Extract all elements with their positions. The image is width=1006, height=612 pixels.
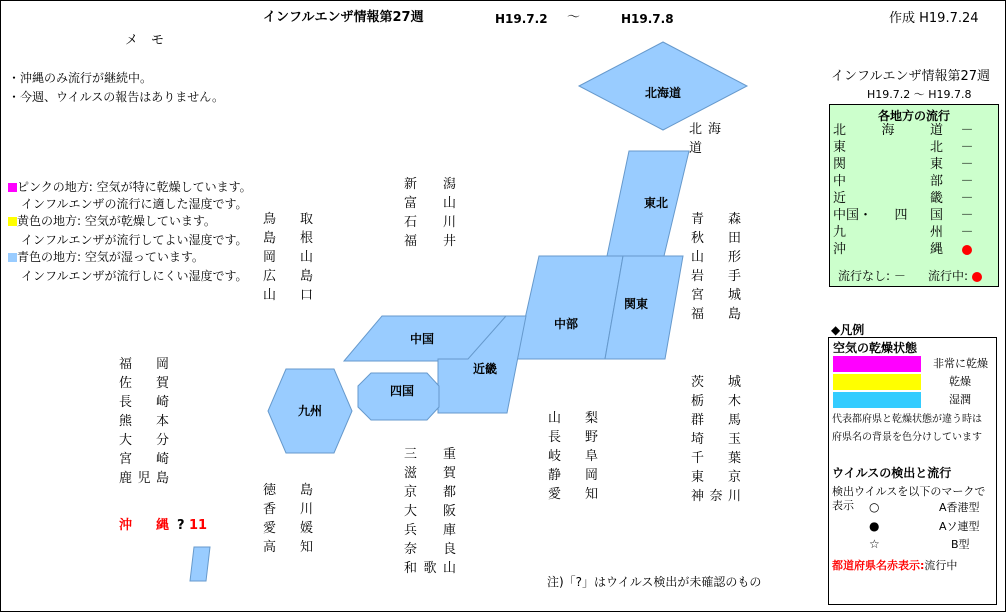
pref-name [548, 466, 598, 485]
legend-note: 代表都府県と乾燥状態が違う時は [832, 414, 982, 425]
mark-label: A香港型 [939, 501, 980, 514]
pref-name [404, 232, 456, 251]
pref-name-char: 阪 [442, 504, 456, 519]
pref-name-char: 重 [442, 447, 456, 462]
region-name-part: 関 [833, 157, 847, 172]
pref-name [691, 430, 741, 449]
pref-list-hokkaido [689, 120, 741, 158]
legend-active [928, 267, 982, 284]
pref-name-char: 東 [691, 470, 705, 485]
pref-name [404, 464, 456, 483]
region-status-row [833, 140, 993, 156]
pref-name [691, 267, 741, 286]
region-chubu [516, 256, 623, 359]
map-label-kinki: 近畿 [472, 362, 498, 376]
pref-name-char: 石 [404, 215, 418, 230]
pref-name-char: 茨 [691, 375, 705, 390]
pref-name [119, 374, 169, 393]
pref-name-char: 城 [727, 288, 741, 303]
pref-list-kanto [691, 373, 741, 506]
pref-name-char: 玉 [727, 432, 741, 447]
pref-name-char: 奈 [709, 489, 723, 504]
region-name [833, 140, 943, 156]
swatch-humid [833, 392, 921, 408]
pref-name [119, 355, 169, 374]
pref-name [404, 445, 456, 464]
pref-name-char: 宮 [691, 288, 705, 303]
region-name-part: 北 [833, 123, 847, 138]
pref-name-char: 青 [691, 212, 705, 227]
pref-name-char: 野 [584, 430, 598, 445]
okinawa-count: 11 [189, 518, 208, 533]
pref-name [404, 175, 456, 194]
report-title: インフルエンザ情報第27週 [263, 10, 424, 25]
pref-name [263, 267, 313, 286]
region-status-title: 各地方の流行 [877, 109, 950, 123]
swatch-dry [833, 374, 921, 390]
region-status: － [960, 157, 974, 172]
pref-name [404, 521, 456, 540]
region-status-row [833, 157, 993, 173]
legend-title: ◆凡例 [831, 323, 865, 337]
region-name-part: 海 [881, 123, 895, 138]
date-tilde: ～ [567, 10, 581, 25]
pref-name-char: 根 [299, 231, 313, 246]
pref-name [404, 559, 456, 578]
humidity-note-line: ピンクの地方: 空気が特に乾燥しています。 [17, 180, 252, 194]
pref-name [119, 412, 169, 431]
pref-name-char: 崎 [155, 395, 169, 410]
pref-name-char: 宮 [119, 452, 133, 467]
pref-name-char: 秋 [691, 231, 705, 246]
pref-name-char: 川 [727, 489, 741, 504]
humidity-note-line: 黄色の地方: 空気が乾燥しています。 [17, 214, 216, 228]
region-name-part: 中 [833, 174, 847, 189]
region-name-part: 中国・ [833, 208, 873, 223]
region-name-part: 州 [929, 225, 943, 240]
virus-legend-sub: 検出ウイルスを以下のマークで表示 [832, 485, 986, 512]
pref-name-char: 島 [727, 307, 741, 322]
pref-name-char: 高 [263, 540, 277, 555]
memo-title: メ モ [125, 33, 165, 48]
map-label-kyushu: 九州 [297, 404, 323, 418]
region-status-row [833, 208, 993, 224]
region-status: － [960, 174, 974, 189]
pref-name-char: 山 [691, 250, 705, 265]
region-okinawa [190, 547, 210, 581]
swatch-label: 乾燥 [949, 375, 971, 388]
pref-name-char: 岡 [263, 250, 277, 265]
pref-name-char: 都 [442, 485, 456, 500]
pref-name [119, 469, 169, 488]
pref-name-char: 崎 [155, 452, 169, 467]
pref-name-char: 沖 [119, 518, 133, 533]
region-name [833, 242, 943, 258]
pref-name [263, 538, 313, 557]
pref-name-char: 島 [299, 483, 313, 498]
mark-label: B型 [951, 538, 970, 551]
pref-name-char: 田 [727, 231, 741, 246]
legend-none: 流行なし: － [838, 269, 906, 283]
region-status: － [960, 225, 974, 240]
region-status-row [833, 242, 993, 258]
humidity-note-line: インフルエンザの流行に適した湿度です。 [21, 197, 248, 211]
pref-name-char: 京 [404, 485, 418, 500]
pref-name-char: 奈 [404, 542, 418, 557]
legend-active-label: 流行中: [928, 269, 969, 283]
pref-name [404, 483, 456, 502]
region-name [833, 191, 943, 207]
region-status-row [833, 174, 993, 190]
pref-name-char: 形 [727, 250, 741, 265]
pref-list-tohoku [691, 210, 741, 324]
pref-list-kyushu [119, 355, 169, 488]
created-date: 作成 H19.7.24 [889, 11, 979, 26]
red-display-suffix: 流行中 [924, 559, 958, 572]
pref-name-char: 岐 [548, 449, 562, 464]
pref-name-char: 山 [263, 288, 277, 303]
humidity-note-line: 青色の地方: 空気が湿っています。 [17, 250, 204, 264]
pref-name-char: 静 [548, 468, 562, 483]
virus-legend-title: ウイルスの検出と流行 [832, 466, 952, 480]
panel-title: インフルエンザ情報第27週 [831, 69, 991, 84]
pref-name-char: 馬 [727, 413, 741, 428]
pref-name-char: 川 [442, 215, 456, 230]
region-name-part: 縄 [929, 242, 943, 257]
panel-dates: H19.7.2 ～ H19.7.8 [867, 88, 972, 101]
mark-open-circle-icon: ○ [869, 500, 880, 514]
pref-list-chugoku [263, 210, 313, 305]
pref-name-char: 阜 [584, 449, 598, 464]
pref-name-char: 和 [404, 561, 418, 576]
pref-list-kinki [404, 445, 456, 578]
pref-name: 北海道 [689, 122, 728, 156]
virus-mark-unconfirmed: ? [177, 518, 185, 533]
region-name-part: 四 [894, 208, 908, 223]
pref-name [691, 392, 741, 411]
pref-name-char: 山 [299, 250, 313, 265]
map-label-chubu: 中部 [553, 317, 579, 331]
pref-name-char: 広 [263, 269, 277, 284]
pref-name [263, 286, 313, 305]
swatch-label: 湿潤 [949, 393, 971, 406]
pref-name-char: 栃 [691, 394, 705, 409]
pref-name-char: 大 [119, 433, 133, 448]
pref-name-char: 島 [299, 269, 313, 284]
pref-name [691, 248, 741, 267]
pref-name [263, 248, 313, 267]
pref-name [691, 373, 741, 392]
region-name-part: 東 [929, 157, 943, 172]
pref-name [548, 409, 598, 428]
pref-name-char: 香 [263, 502, 277, 517]
region-name-part: 道 [929, 123, 943, 138]
red-display-label: 都道府県名赤表示: [832, 559, 925, 572]
region-name [833, 225, 943, 241]
region-status: － [960, 208, 974, 223]
memo-line: ・沖縄のみ流行が継続中。 [8, 71, 153, 85]
region-status: － [960, 123, 974, 138]
pref-name-char: 手 [727, 269, 741, 284]
pref-name-char: 鳥 [263, 212, 277, 227]
pref-name-char: 潟 [442, 177, 456, 192]
pref-name [263, 481, 313, 500]
pref-name-char: 山 [442, 196, 456, 211]
region-status [943, 242, 991, 258]
pref-name-char: 歌 [423, 561, 437, 576]
pref-name [548, 485, 598, 504]
date-from: H19.7.2 [495, 12, 548, 26]
pref-name [691, 305, 741, 324]
legend-note: 府県名の背景を色分けしています [832, 432, 982, 443]
region-name-part: 九 [833, 225, 847, 240]
region-name-part: 北 [929, 140, 943, 155]
pref-name-char: 大 [404, 504, 418, 519]
pref-name [691, 449, 741, 468]
pref-name [404, 502, 456, 521]
region-status-row [833, 123, 993, 139]
region-name-part: 畿 [929, 191, 943, 206]
pref-name-char: 賀 [442, 466, 456, 481]
pref-name-char: 島 [155, 471, 169, 486]
region-status: － [960, 140, 974, 155]
footnote: 注)「?」はウイルス検出が未確認のもの [547, 575, 762, 589]
red-dot-icon [972, 272, 982, 282]
pref-name-char: 鹿 [119, 471, 133, 486]
red-dot-icon [962, 245, 972, 255]
pref-name [119, 450, 169, 469]
pref-name [404, 194, 456, 213]
map-label-hokkaido: 北海道 [644, 86, 682, 100]
pref-name-char: 長 [119, 395, 133, 410]
pref-okinawa [119, 518, 169, 534]
pref-name-char: 兵 [404, 523, 418, 538]
pref-name-char: 愛 [548, 487, 562, 502]
pref-name-char: 滋 [404, 466, 418, 481]
mark-filled-circle-icon: ● [869, 519, 880, 533]
pref-name-char: 福 [119, 357, 133, 372]
date-to: H19.7.8 [621, 12, 674, 26]
pref-name-char: 京 [727, 470, 741, 485]
region-status: － [960, 191, 974, 206]
region-name [833, 157, 943, 173]
swatch-label: 非常に乾燥 [933, 357, 988, 370]
pref-name-char: 愛 [263, 521, 277, 536]
pref-name-char: 三 [404, 447, 418, 462]
pref-name-char: 庫 [442, 523, 456, 538]
pref-name [691, 210, 741, 229]
pref-name-char: 徳 [263, 483, 277, 498]
pref-name-char: 島 [263, 231, 277, 246]
pref-name-char: 新 [404, 177, 418, 192]
map-label-tohoku: 東北 [643, 196, 669, 210]
pref-name-char: 取 [299, 212, 313, 227]
pref-name-char: 口 [299, 288, 313, 303]
region-status-box [829, 104, 999, 287]
pref-name-char: 岡 [155, 357, 169, 372]
pref-list-hokuriku [404, 175, 456, 251]
map-label-kanto: 関東 [623, 297, 649, 311]
pref-name-char: 岩 [691, 269, 705, 284]
pref-name [404, 213, 456, 232]
pref-name [119, 431, 169, 450]
pref-name [691, 468, 741, 487]
pref-name [263, 519, 313, 538]
region-name [833, 123, 943, 139]
pref-name [691, 229, 741, 248]
pref-name [263, 500, 313, 519]
pref-list-shikoku [263, 481, 313, 557]
pref-list-chubu [548, 409, 598, 504]
red-display-note [832, 559, 957, 573]
pref-name-char: 井 [442, 234, 456, 249]
pref-name-char: 富 [404, 196, 418, 211]
humidity-legend-title: 空気の乾燥状態 [833, 341, 918, 355]
pref-name-char: 福 [691, 307, 705, 322]
pref-name-char: 神 [691, 489, 705, 504]
region-name [833, 208, 943, 224]
pref-name-char: 山 [442, 561, 456, 576]
region-name-part: 近 [833, 191, 847, 206]
pref-name-char: 岡 [584, 468, 598, 483]
humidity-note-line: インフルエンザが流行しにくい湿度です。 [21, 269, 248, 283]
pref-name-char: 賀 [155, 376, 169, 391]
pref-name-char: 縄 [155, 518, 169, 533]
pref-name-char: 千 [691, 451, 705, 466]
pref-name [263, 210, 313, 229]
pref-name-char: 葉 [727, 451, 741, 466]
map-label-chugoku: 中国 [409, 332, 435, 346]
pref-name-char: 児 [137, 471, 151, 486]
humidity-note-line: インフルエンザが流行してよい湿度です。 [21, 233, 248, 247]
pref-name [119, 393, 169, 412]
swatch-very-dry [833, 356, 921, 372]
pref-name-char: 知 [584, 487, 598, 502]
pref-name-char: 良 [442, 542, 456, 557]
pref-name [548, 428, 598, 447]
pref-name-char: 本 [155, 414, 169, 429]
pref-name [404, 540, 456, 559]
region-name-part: 沖 [833, 242, 847, 257]
pref-name-char: 梨 [584, 411, 598, 426]
pref-name [691, 411, 741, 430]
mark-label: Aソ連型 [939, 520, 980, 533]
pref-name [548, 447, 598, 466]
pref-name-char: 媛 [299, 521, 313, 536]
pref-name-char: 群 [691, 413, 705, 428]
pref-name-char: 川 [299, 502, 313, 517]
pref-name-char: 森 [727, 212, 741, 227]
pref-name-char: 木 [727, 394, 741, 409]
legend-box [828, 337, 997, 605]
memo-line: ・今週、ウイルスの報告はありません。 [8, 90, 225, 104]
map-label-shikoku: 四国 [389, 384, 415, 398]
region-name-part: 部 [929, 174, 943, 189]
pref-name-char: 佐 [119, 376, 133, 391]
pref-name-char: 知 [299, 540, 313, 555]
pref-name [691, 286, 741, 305]
pref-name-char: 山 [548, 411, 562, 426]
region-name-part: 東 [833, 140, 847, 155]
pref-name-char: 熊 [119, 414, 133, 429]
pref-name [691, 487, 741, 506]
pref-name [263, 229, 313, 248]
pref-name-char: 城 [727, 375, 741, 390]
region-name-part: 国 [929, 208, 943, 223]
region-status-row [833, 225, 993, 241]
mark-star-icon: ☆ [869, 537, 880, 551]
pref-name-char: 分 [155, 433, 169, 448]
pref-name-char: 長 [548, 430, 562, 445]
region-status-row [833, 191, 993, 207]
pref-name-char: 福 [404, 234, 418, 249]
pref-name-char: 埼 [691, 432, 705, 447]
region-name [833, 174, 943, 190]
